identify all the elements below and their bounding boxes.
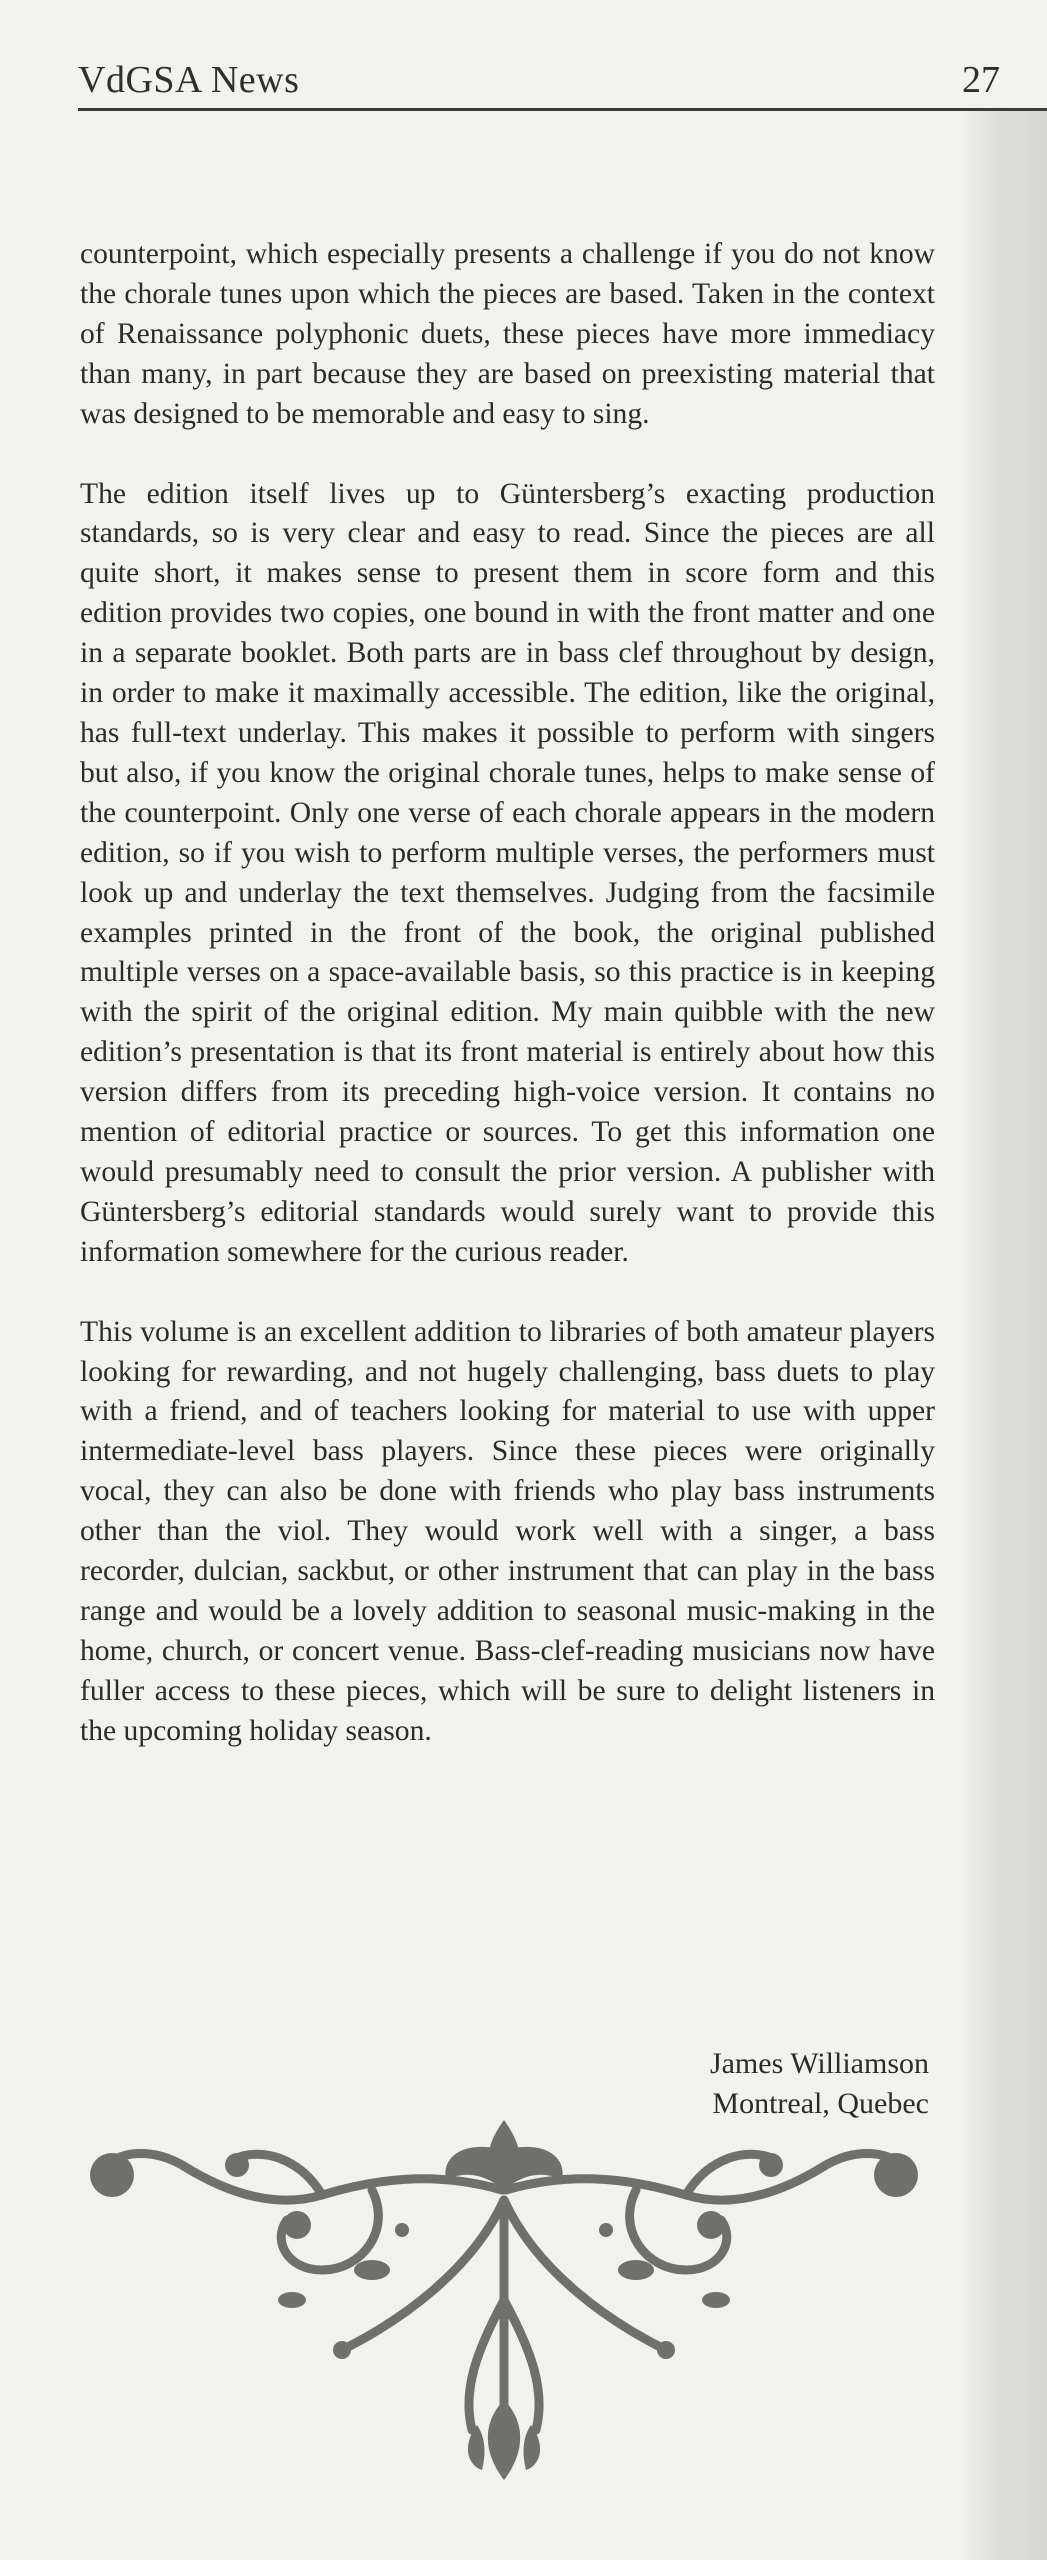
decorative-flourish-ornament	[72, 2120, 936, 2480]
article-paragraph-1: counterpoint, which especially presents a challenge if you do not know the chorale tunes upon which the pieces are based. Taken in the context of Renaissance polyphonic duets, these pieces have more immediacy than many, in part because they are based on preexisting material that was designed to be memorable and easy to sing.	[80, 238, 935, 430]
newsletter-title: VdGSA News	[78, 59, 300, 101]
page-header	[78, 58, 1000, 108]
author-name: James Williamson	[709, 2047, 929, 2080]
article-paragraph-3: This volume is an excellent addition to libraries of both amateur players looking for rewarding, and not hugely challenging, bass duets to play with a friend, and of teachers looking for material to use with upper intermediate-level bass players. Since these pieces were originally vocal, they can also be done with friends who play bass instruments other than the viol. They would work well with a singer, a bass recorder, dulcian, sackbut, or other instrument that can play in the bass range and would be a lovely addition to seasonal music-making in the home, church, or concert venue. Bass-clef-reading musicians now have fuller access to these pieces, which will be sure to delight listeners in the upcoming holiday season.	[80, 1315, 935, 1747]
page-gutter-shadow	[962, 110, 1047, 2560]
author-location: Montreal, Quebec	[712, 2087, 929, 2120]
header-rule	[78, 108, 1047, 111]
page-number: 27	[962, 59, 1000, 101]
article-body	[80, 235, 935, 1792]
author-signature	[710, 2044, 929, 2124]
article-paragraph-2: The edition itself lives up to Güntersberg’s exacting production standards, so is very clear and easy to read. Since the pieces are all quite short, it makes sense to present them in score form and this edition provides two copies, one bound in with the front matter and one in a separate booklet. Both parts are in bass clef throughout by design, in order to make it maximally accessible. The edition, like the original, has full-text underlay. This makes it possible to perform with singers but also, if you know the original chorale tunes, helps to make sense of the counterpoint. Only one verse of each chorale appears in the modern edition, so if you wish to perform multiple verses, the performers must look up and underlay the text themselves. Judging from the facsimile examples printed in the front of the book, the original published multiple verses on a space-available basis, so this practice is in keeping with the spirit of the original edition. My main quibble with the new edition’s presentation is that its front material is entirely about how this version differs from its preceding high-voice version. It contains no mention of editorial practice or sources. To get this information one would presumably need to consult the prior version. A publisher with Güntersberg’s editorial standards would surely want to provide this information somewhere for the curious reader.	[80, 477, 935, 1268]
